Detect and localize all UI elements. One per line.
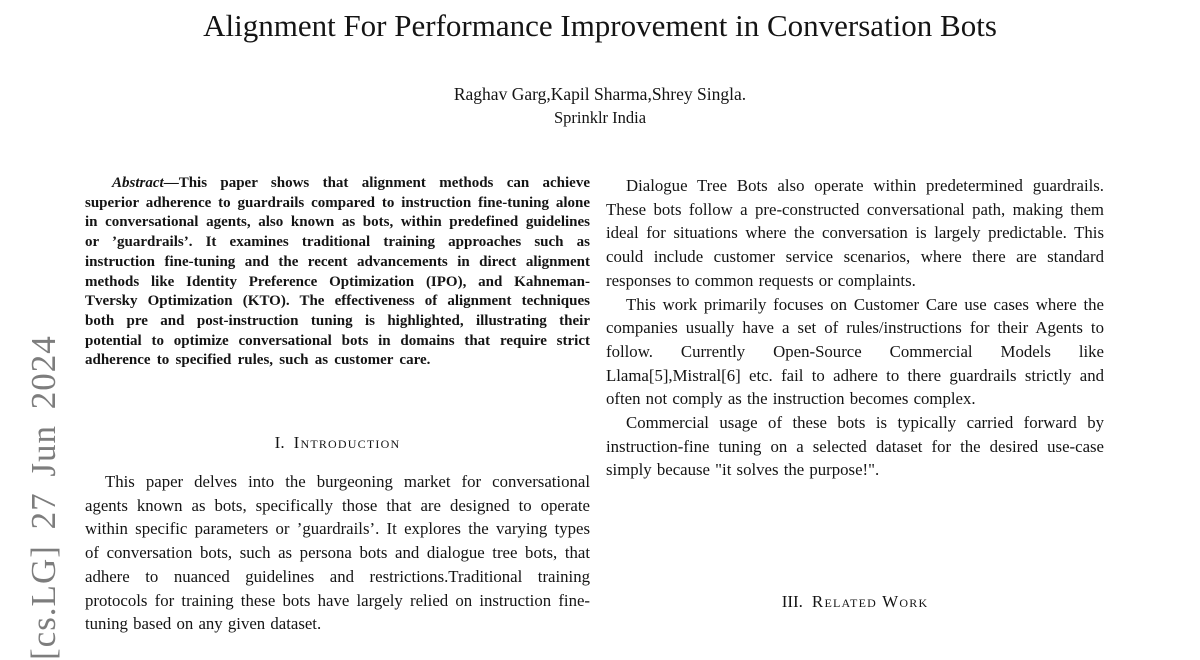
- paragraph-dialogue-tree-bots: Dialogue Tree Bots also operate within predetermined guardrails. These bots follow a pre-constructed conversational path, making them ideal for situations where the conversation is largely predictable. This could include customer service scenarios, where there are standard responses to common requests or complaints.: [606, 176, 1104, 290]
- section-title: Related Work: [811, 592, 929, 611]
- abstract-text: This paper shows that alignment methods can achieve superior adherence to guardrails compared to instruction fine-tuning alone in conversational agents, also known as bots, within predefined guidelines or ’guardrails’. It examines traditional training approaches such as instruction fine-tuning and the recent advancements in direct alignment methods like Identity Preference Optimization (IPO), and Kahneman-Tversky Optimization (KTO). The effectiveness of alignment techniques both pre and post-instruction tuning is highlighted, illustrating their potential to optimize conversational bots in domains that require strict adherence to specified rules, such as customer care.: [85, 175, 590, 369]
- right-column: [606, 174, 1104, 482]
- arxiv-watermark: [cs.LG] 27 Jun 2024: [24, 335, 63, 660]
- paragraph-customer-care-focus: This work primarily focuses on Customer Care use cases where the companies usually have a set of rules/instructions for their Agents to follow. Currently Open-Source Commercial Models like Llama[5],Mistral[6] etc. fail to adhere to there guardrails strictly and often not comply as the instruction becomes complex.: [606, 294, 1104, 409]
- introduction-paragraph: This paper delves into the burgeoning market for conversational agents known as bots, specifically those that are designed to operate within specific parameters or ’guardrails’. It explores the varying types of conversation bots, such as persona bots and dialogue tree bots, that adhere to nuanced guidelines and restrictions.Traditional training protocols for training these bots have largely relied on instruction fine-tuning based on any given dataset.: [85, 472, 590, 634]
- section-title: Introduction: [293, 433, 401, 452]
- affiliation: Sprinklr India: [553, 108, 647, 127]
- section-number: I.: [274, 433, 285, 452]
- abstract-block: [85, 174, 590, 371]
- abstract-dash: —: [163, 175, 179, 191]
- paper-title: Alignment For Performance Improvement in Conversation Bots: [203, 8, 997, 43]
- section-heading-introduction: [85, 433, 590, 453]
- paragraph-commercial-usage: Commercial usage of these bots is typically carried forward by instruction-fine tuning on a selected dataset for the desired use-case simply because "it solves the purpose!".: [606, 413, 1104, 480]
- author-line: Raghav Garg,Kapil Sharma,Shrey Singla.: [453, 84, 747, 104]
- section-heading-related-work: [606, 592, 1104, 612]
- abstract-label: Abstract: [112, 175, 164, 191]
- section-number: III.: [781, 592, 803, 611]
